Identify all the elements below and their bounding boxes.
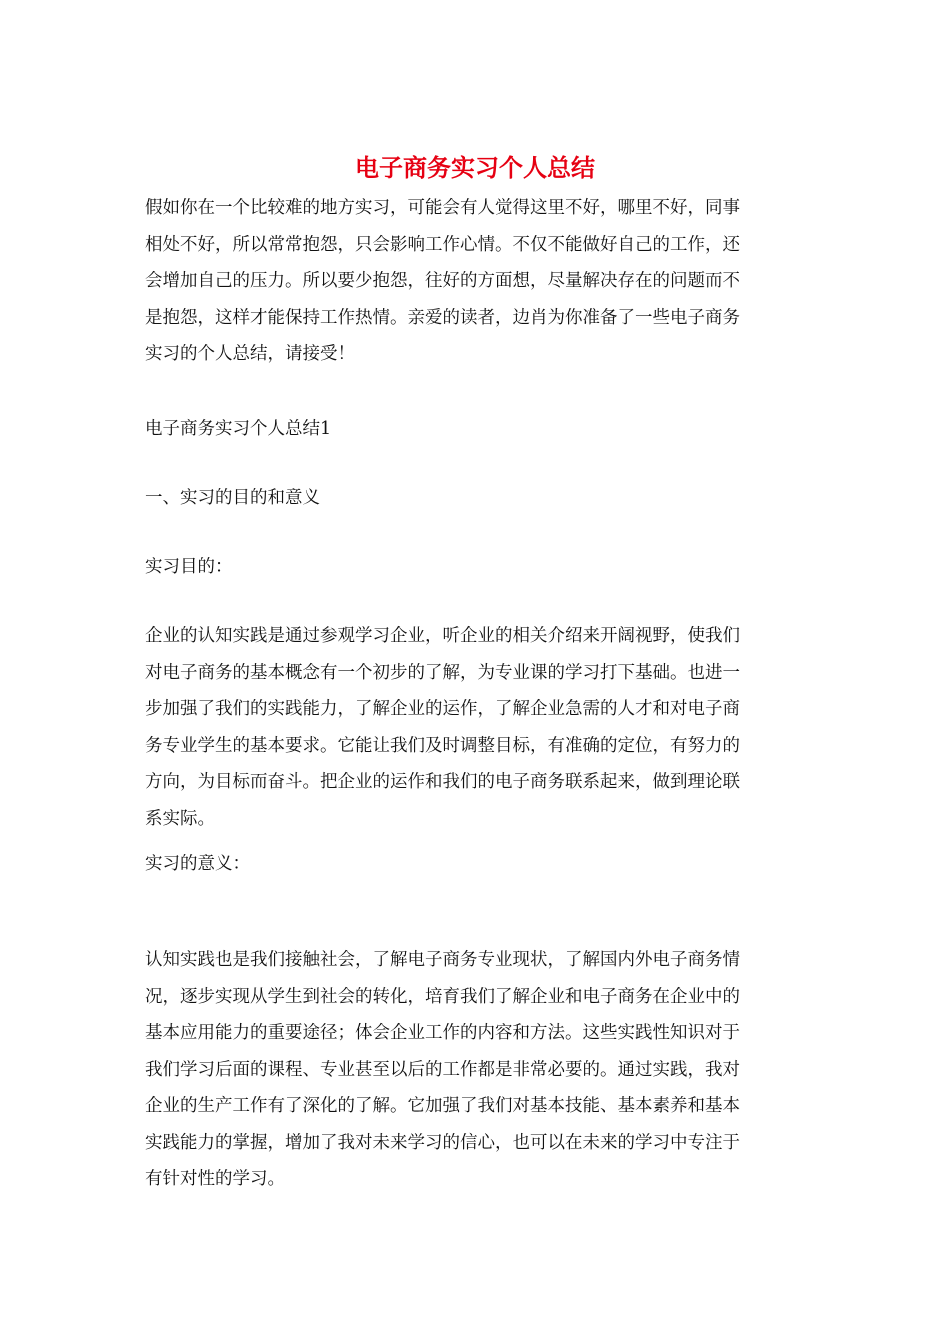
document-title: 电子商务实习个人总结 <box>355 153 595 182</box>
text-line: 对电子商务的基本概念有一个初步的了解，为专业课的学习打下基础。也进一 <box>145 662 740 683</box>
text-line: 务专业学生的基本要求。它能让我们及时调整目标，有准确的定位，有努力的 <box>145 735 740 756</box>
significance-paragraph <box>145 942 805 1198</box>
section-heading-text: 电子商务实习个人总结1 <box>145 419 332 439</box>
text-line: 况，逐步实现从学生到社会的转化，培育我们了解企业和电子商务在企业中的 <box>145 986 740 1007</box>
text-line: 我们学习后面的课程、专业甚至以后的工作都是非常必要的。通过实践，我对 <box>145 1059 740 1080</box>
text-line: 企业的生产工作有了深化的了解。它加强了我们对基本技能、基本素养和基本 <box>145 1096 740 1116</box>
text-line: 实习的个人总结，请接受！ <box>145 344 355 364</box>
text-line: 基本应用能力的重要途径；体会企业工作的内容和方法。这些实践性知识对于 <box>145 1023 740 1043</box>
purpose-label-text: 实习目的： <box>145 557 233 577</box>
purpose-paragraph <box>145 618 805 837</box>
intro-paragraph <box>145 190 805 373</box>
text-line: 假如你在一个比较难的地方实习，可能会有人觉得这里不好，哪里不好，同事 <box>145 198 740 218</box>
text-line: 会增加自己的压力。所以要少抱怨，往好的方面想，尽量解决存在的问题而不 <box>145 271 740 291</box>
text-line: 有针对性的学习。 <box>145 1169 285 1189</box>
section-heading <box>145 411 805 448</box>
text-line: 认知实践也是我们接触社会，了解电子商务专业现状，了解国内外电子商务情 <box>145 950 740 970</box>
text-line: 实践能力的掌握，增加了我对未来学习的信心，也可以在未来的学习中专注于 <box>145 1132 740 1153</box>
subheading <box>145 480 805 517</box>
subheading-text: 一、实习的目的和意义 <box>145 488 320 508</box>
purpose-label <box>145 549 805 586</box>
text-line: 企业的认知实践是通过参观学习企业，听企业的相关介绍来开阔视野，使我们 <box>145 626 740 646</box>
significance-label-text: 实习的意义： <box>145 854 250 874</box>
text-line: 步加强了我们的实践能力，了解企业的运作，了解企业急需的人才和对电子商 <box>145 699 740 719</box>
text-line: 方向，为目标而奋斗。把企业的运作和我们的电子商务联系起来，做到理论联 <box>145 772 740 792</box>
text-line: 是抱怨，这样才能保持工作热情。亲爱的读者，边肖为你准备了一些电子商务 <box>145 307 740 328</box>
text-line: 相处不好，所以常常抱怨，只会影响工作心情。不仅不能做好自己的工作，还 <box>145 234 740 255</box>
text-line: 系实际。 <box>145 808 215 829</box>
significance-label <box>145 846 805 883</box>
